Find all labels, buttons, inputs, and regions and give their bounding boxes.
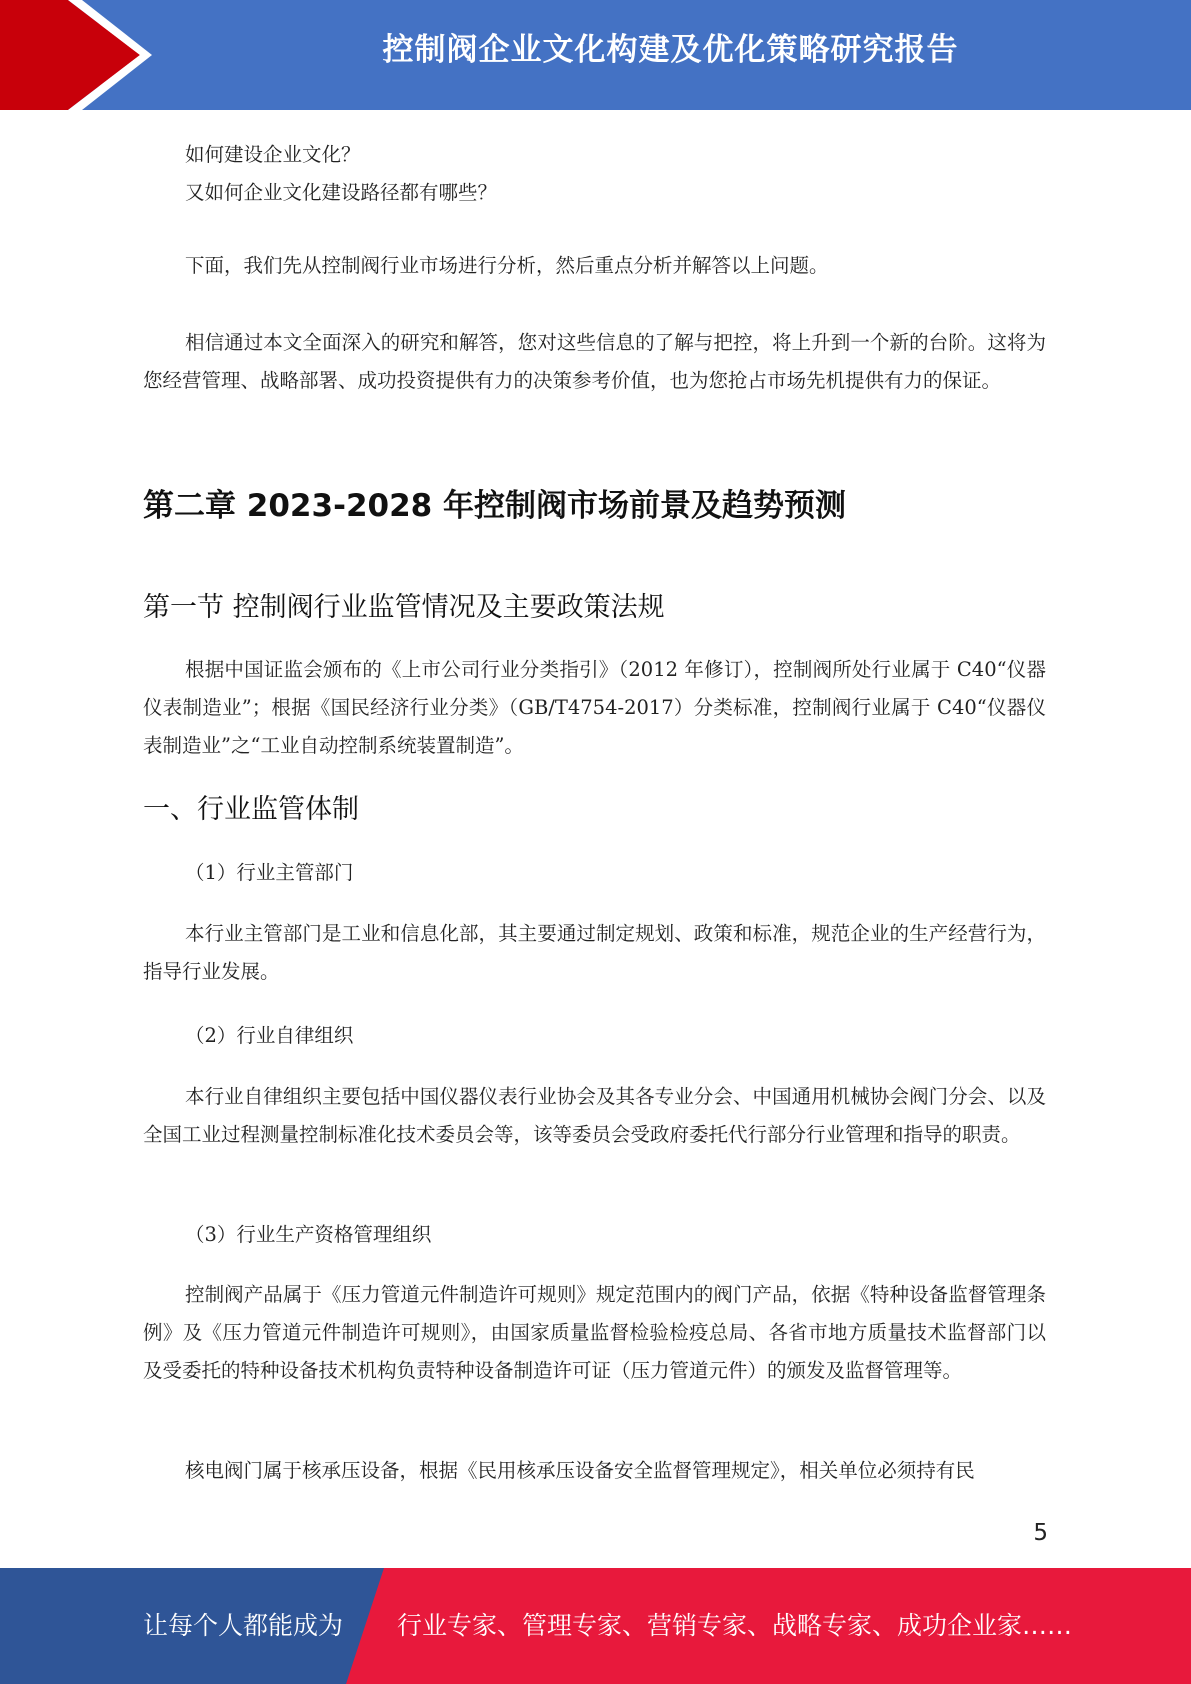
item-2-text: 本行业自律组织主要包括中国仪器仪表行业协会及其各专业分会、中国通用机械协会阀门分会、以及全国工业过程测量控制标准化技术委员会等，该等委员会受政府委托代行部分行业管理和指导的职责。: [143, 1085, 1046, 1146]
item-3-text: 控制阀产品属于《压力管道元件制造许可规则》规定范围内的阀门产品，依据《特种设备监督管理条例》及《压力管道元件制造许可规则》，由国家质量监督检验检疫总局、各省市地方质量技术监督部门以及受委托的特种设备技术机构负责特种设备制造许可证（压力管道元件）的颁发及监督管理等。: [143, 1283, 1046, 1382]
document-title: 控制阀企业文化构建及优化策略研究报告: [382, 32, 959, 68]
item-1-title: （1）行业主管部门: [185, 861, 354, 884]
intro-question-1: 如何建设企业文化？: [185, 143, 361, 166]
item-1-text: 本行业主管部门是工业和信息化部，其主要通过制定规划、政策和标准，规范企业的生产经营行为，指导行业发展。: [143, 922, 1046, 983]
section-heading: 第一节 控制阀行业监管情况及主要政策法规: [143, 592, 665, 623]
intro-question-2: 又如何企业文化建设路径都有哪些？: [185, 181, 498, 204]
subsection-heading: 一、行业监管体制: [143, 794, 359, 825]
section-paragraph: 根据中国证监会颁布的《上市公司行业分类指引》（2012 年修订），控制阀所处行业属于 C40“仪器仪表制造业”；根据《国民经济行业分类》（GB/T4754-2017）分类标准，控制阀行业属于 C40“仪器仪表制造业”之“工业自动控制系统装置制造”。: [143, 658, 1046, 757]
intro-paragraph-1: 下面，我们先从控制阀行业市场进行分析，然后重点分析并解答以上问题。: [185, 254, 829, 277]
footer-slogan-left: 让每个人都能成为: [143, 1611, 344, 1640]
chapter-heading: 第二章 2023-2028 年控制阀市场前景及趋势预测: [143, 488, 847, 524]
footer-band: [0, 1568, 1191, 1684]
item-3-title: （3）行业生产资格管理组织: [185, 1223, 432, 1246]
footer-slogan-right: 行业专家、管理专家、营销专家、战略专家、成功企业家……: [397, 1611, 1073, 1640]
intro-paragraph-2: 相信通过本文全面深入的研究和解答，您对这些信息的了解与把控，将上升到一个新的台阶。这将为您经营管理、战略部署、成功投资提供有力的决策参考价值，也为您抢占市场先机提供有力的保证。: [143, 331, 1046, 392]
header-band: [0, 0, 1191, 110]
page-number: 5: [1033, 1520, 1048, 1546]
item-3-text-continued: 核电阀门属于核承压设备，根据《民用核承压设备安全监督管理规定》，相关单位必须持有民: [185, 1459, 975, 1482]
item-2-title: （2）行业自律组织: [185, 1024, 354, 1047]
